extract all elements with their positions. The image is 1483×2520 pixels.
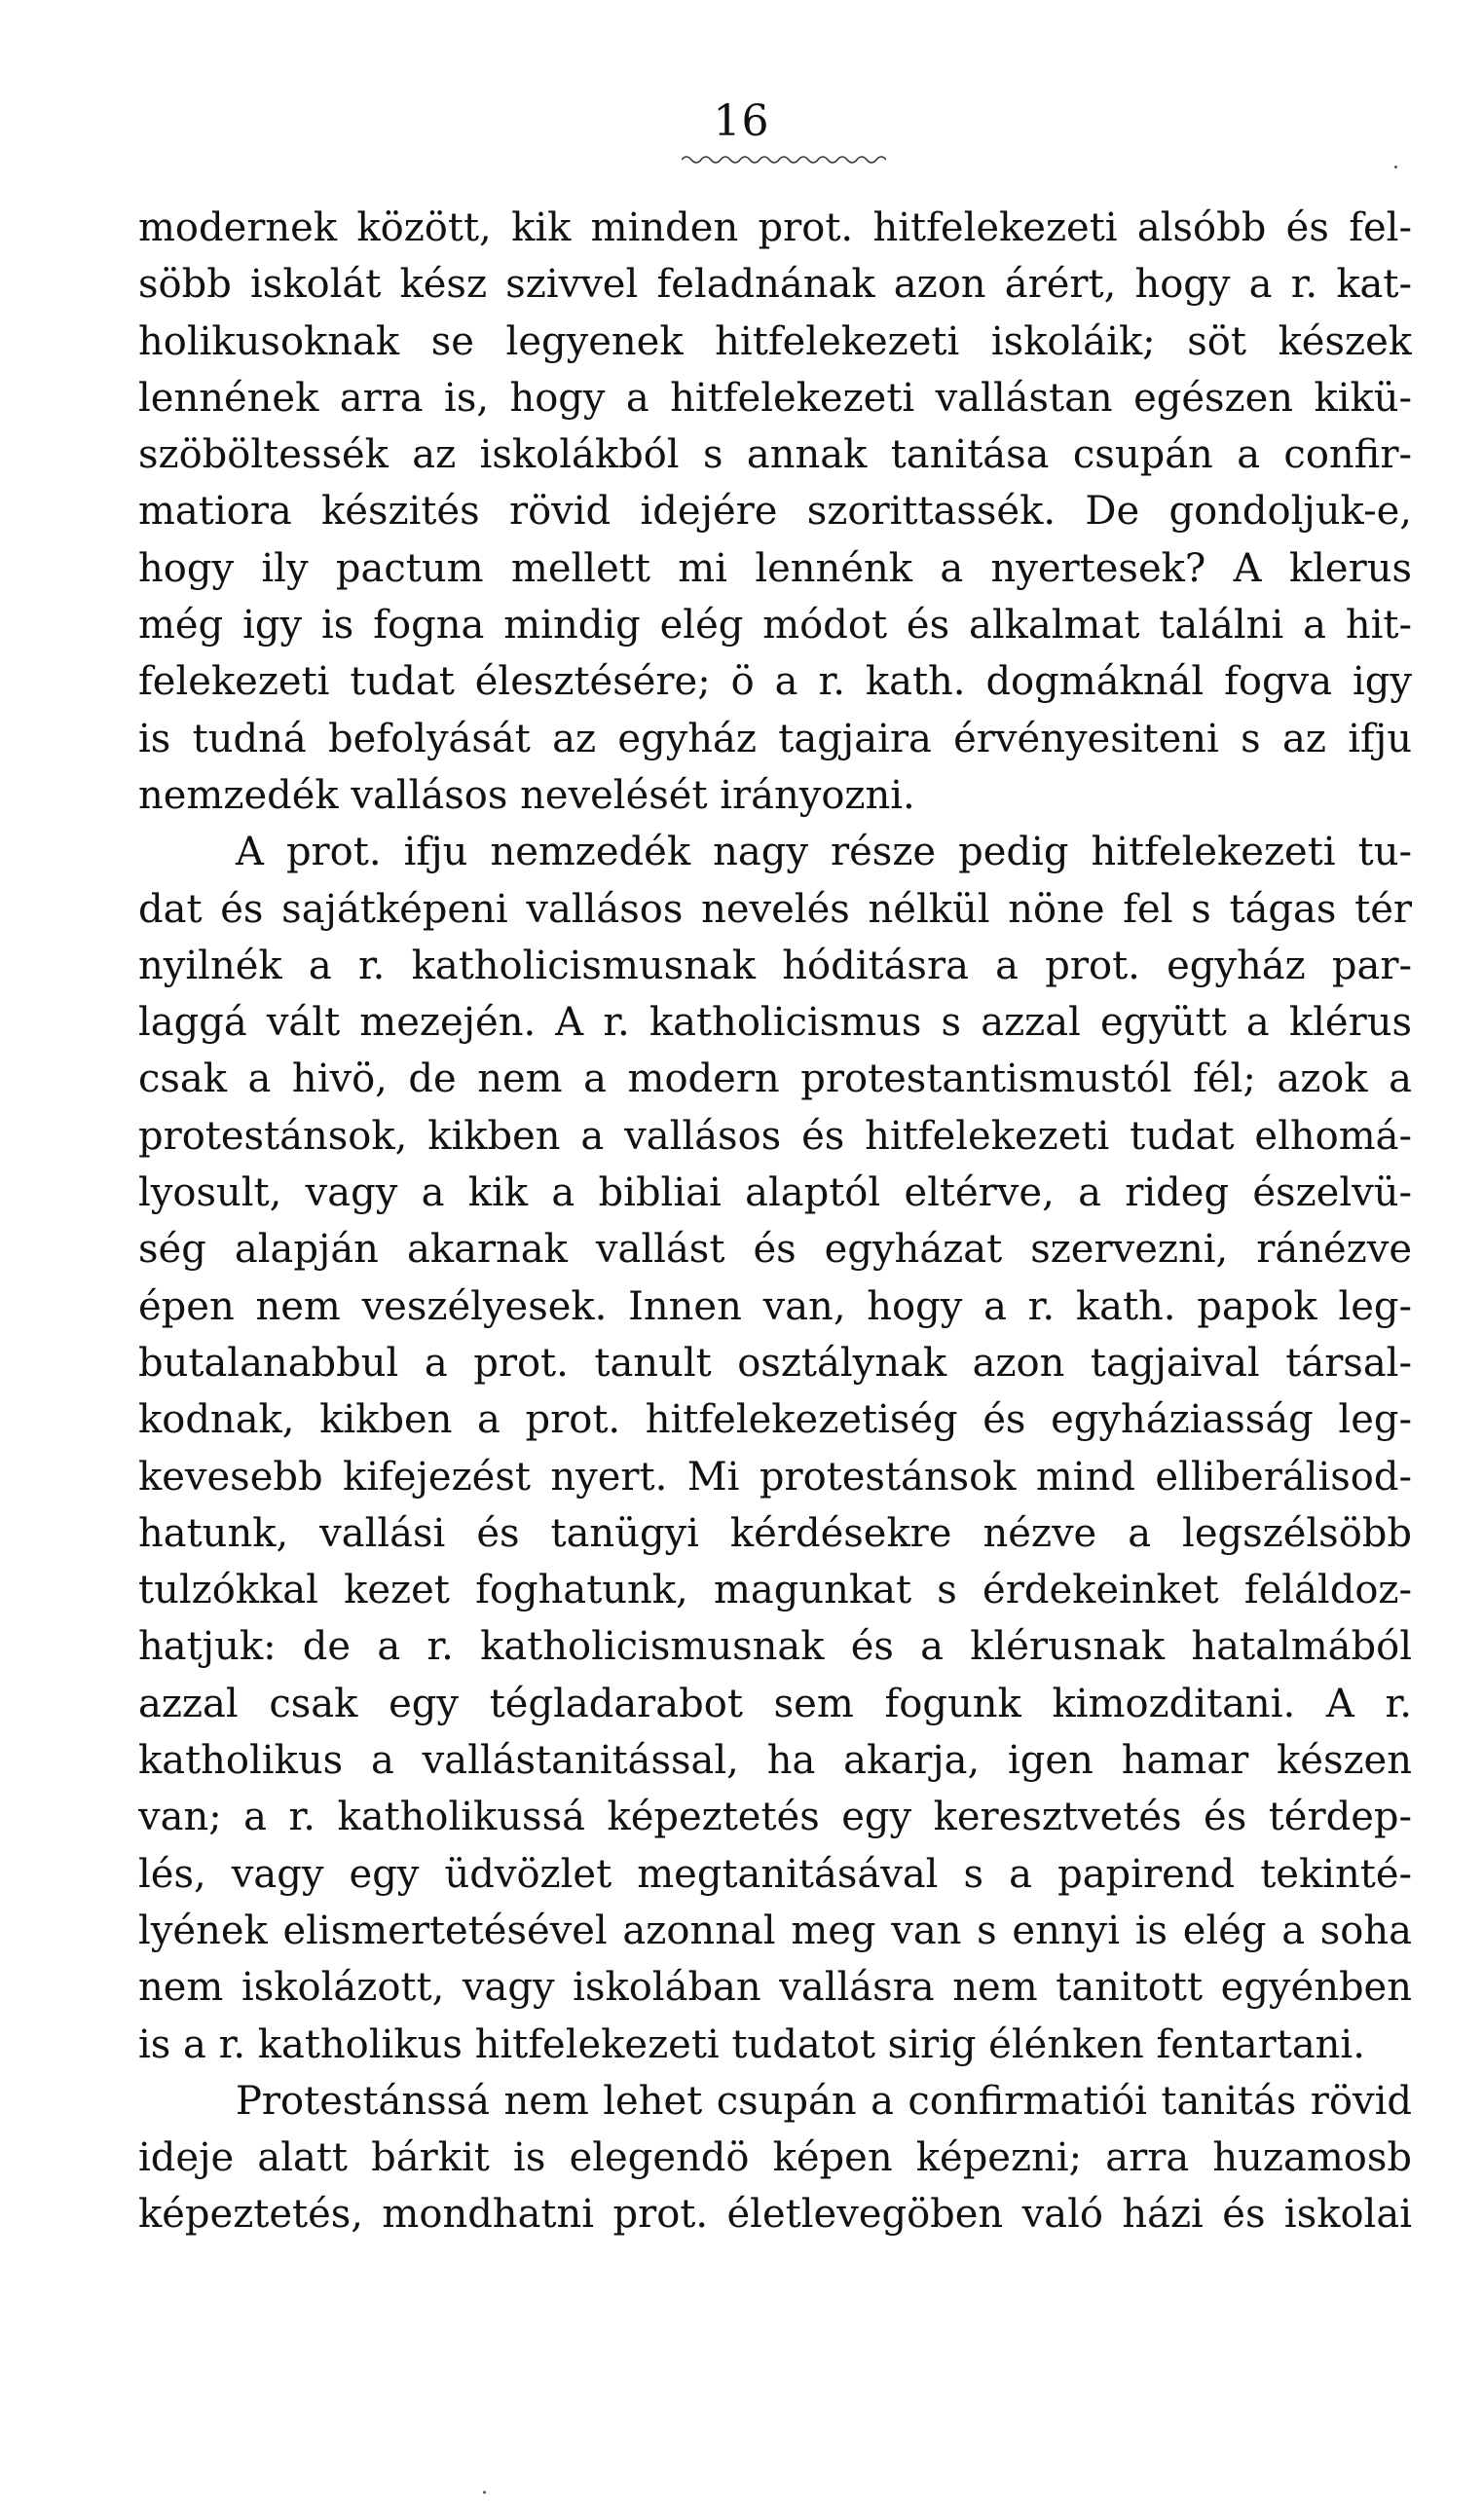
- text-line: van; a r. katholikussá képeztetés egy keresztvetés és térdep-: [138, 1795, 1412, 1840]
- text-line: lyosult, vagy a kik a bibliai alaptól eltérve, a rideg észelvü-: [138, 1170, 1412, 1216]
- text-line: söbb iskolát kész szivvel feladnának azon árért, hogy a r. kat-: [138, 262, 1412, 308]
- text-line: is a r. katholikus hitfelekezeti tudatot sirig élénken fentartani.: [138, 2021, 1365, 2067]
- text-line: hatjuk: de a r. katholicismusnak és a klérusnak hatalmából: [138, 1624, 1412, 1670]
- text-line: tulzókkal kezet foghatunk, magunkat s érdekeinket feláldoz-: [138, 1568, 1412, 1613]
- text-line: Protestánssá nem lehet csupán a confirmatiói tanitás rövid: [236, 2078, 1412, 2124]
- text-line: kevesebb kifejezést nyert. Mi protestánsok mind elliberálisod-: [138, 1454, 1412, 1500]
- text-line: ség alapján akarnak vallást és egyházat szervezni, ránézve: [138, 1227, 1412, 1273]
- text-line: katholikus a vallástanitással, ha akarja, igen hamar készen: [138, 1738, 1412, 1784]
- text-line: modernek között, kik minden prot. hitfelekezeti alsóbb és fel-: [138, 205, 1412, 250]
- text-line: ideje alatt bárkit is elegendö képen képezni; arra huzamosb: [138, 2135, 1412, 2181]
- text-line: szöböltessék az iskolákból s annak tanitása csupán a confir-: [138, 432, 1412, 478]
- scan-speck: [483, 2491, 486, 2494]
- text-line: lennének arra is, hogy a hitfelekezeti vallástan egészen kikü-: [138, 375, 1412, 421]
- text-line: képeztetés, mondhatni prot. életlevegöben való házi és iskolai: [138, 2192, 1412, 2238]
- text-line: protestánsok, kikben a vallásos és hitfelekezeti tudat elhomá-: [138, 1113, 1412, 1159]
- text-line: hatunk, vallási és tanügyi kérdésekre nézve a legszélsöbb: [138, 1510, 1412, 1556]
- text-line: matiora készités rövid idejére szorittassék. De gondoljuk-e,: [138, 489, 1412, 535]
- text-line: dat és sajátképeni vallásos nevelés nélkül nöne fel s tágas tér: [138, 886, 1412, 932]
- text-line: lyének elismertetésével azonnal meg van s ennyi is elég a soha: [138, 1908, 1412, 1953]
- text-line: laggá vált mezején. A r. katholicismus s azzal együtt a klérus: [138, 1000, 1412, 1046]
- text-line: épen nem veszélyesek. Innen van, hogy a r. kath. papok leg-: [138, 1283, 1412, 1329]
- body-text: [138, 200, 1412, 2243]
- wavy-rule-ornament: [682, 154, 886, 166]
- scan-speck: [1394, 166, 1397, 168]
- text-line: kodnak, kikben a prot. hitfelekezetiség és egyháziasság leg-: [138, 1397, 1412, 1443]
- page-number: 16: [713, 96, 770, 146]
- text-line: is tudná befolyását az egyház tagjaira érvényesiteni s az ifju: [138, 716, 1412, 761]
- text-line: azzal csak egy tégladarabot sem fogunk kimozditani. A r.: [138, 1681, 1412, 1726]
- text-line: felekezeti tudat élesztésére; ö a r. kath. dogmáknál fogva igy: [138, 659, 1412, 705]
- text-line: holikusoknak se legyenek hitfelekezeti iskoláik; söt készek: [138, 318, 1412, 364]
- text-line: lés, vagy egy üdvözlet megtanitásával s a papirend tekinté-: [138, 1851, 1412, 1897]
- text-line: nem iskolázott, vagy iskolában vallásra nem tanitott egyénben: [138, 1965, 1412, 2011]
- text-line: hogy ily pactum mellett mi lennénk a nyertesek? A klerus: [138, 545, 1412, 591]
- text-line: csak a hivö, de nem a modern protestantismustól fél; azok a: [138, 1056, 1412, 1102]
- text-line: A prot. ifju nemzedék nagy része pedig hitfelekezeti tu-: [236, 830, 1412, 875]
- text-line: nemzedék vallásos nevelését irányozni.: [138, 772, 915, 818]
- text-line: butalanabbul a prot. tanult osztálynak azon tagjaival társal-: [138, 1340, 1412, 1386]
- text-line: még igy is fogna mindig elég módot és alkalmat találni a hit-: [138, 603, 1412, 649]
- text-line: nyilnék a r. katholicismusnak hóditásra a prot. egyház par-: [138, 943, 1412, 988]
